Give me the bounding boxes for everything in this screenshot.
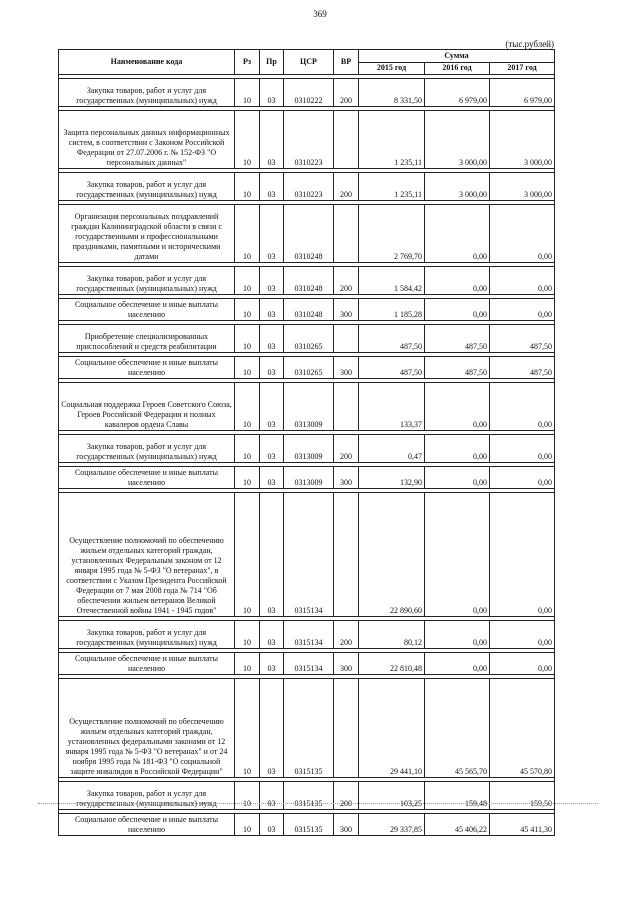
cell-v2015: 487,50 (359, 357, 425, 379)
cell-rz: 10 (235, 679, 260, 778)
table-row (59, 357, 555, 379)
cell-v2017: 0,00 (490, 383, 555, 431)
cell-csr: 0310223 (284, 173, 334, 201)
cell-v2016: 0,00 (425, 299, 490, 321)
cell-v2017: 0,00 (490, 653, 555, 675)
cell-name: Социальное обеспечение и иные выплаты населению (59, 357, 235, 379)
cell-csr: 0310265 (284, 357, 334, 379)
cell-v2016: 0,00 (425, 621, 490, 649)
cell-name: Закупка товаров, работ и услуг для государственных (муниципальных) нужд (59, 173, 235, 201)
cell-v2015: 0,47 (359, 435, 425, 463)
page-number: 369 (313, 9, 327, 19)
table-row (59, 782, 555, 810)
header-rz: Рз (235, 50, 260, 75)
cell-v2017: 0,00 (490, 493, 555, 617)
header-sum: Сумма (359, 50, 555, 63)
cell-name: Осуществление полномочий по обеспечению жильем отдельных категорий граждан, установленных федеральными законами от 12 января 1995 года № 5-ФЗ "О ветеранах" и от 24 ноября 1995 года № 181-ФЗ "О социальной защите инвалидов в Российской Федерации" (59, 679, 235, 778)
cell-vr: 300 (334, 814, 359, 836)
cell-vr: 300 (334, 357, 359, 379)
units-label: (тыс.рублей) (505, 39, 554, 49)
cell-vr: 300 (334, 299, 359, 321)
cell-rz: 10 (235, 493, 260, 617)
cell-name: Закупка товаров, работ и услуг для государственных (муниципальных) нужд (59, 621, 235, 649)
cell-v2017: 0,00 (490, 621, 555, 649)
cell-csr: 0310248 (284, 267, 334, 295)
cell-name: Социальное обеспечение и иные выплаты населению (59, 653, 235, 675)
cell-v2016: 487,50 (425, 357, 490, 379)
table-row (59, 679, 555, 778)
cell-v2017: 159,50 (490, 782, 555, 810)
cell-v2015: 133,37 (359, 383, 425, 431)
cell-pr: 03 (260, 383, 284, 431)
cell-csr: 0313009 (284, 435, 334, 463)
cell-pr: 03 (260, 325, 284, 353)
cell-v2015: 1 235,11 (359, 173, 425, 201)
cell-v2015: 132,90 (359, 467, 425, 489)
cell-vr (334, 205, 359, 263)
footer-divider (38, 803, 598, 804)
cell-csr: 0310248 (284, 299, 334, 321)
cell-pr: 03 (260, 621, 284, 649)
cell-name: Социальная поддержка Героев Советского Союза, Героев Российской Федерации и полных кавалеров ордена Славы (59, 383, 235, 431)
cell-csr: 0310265 (284, 325, 334, 353)
cell-pr: 03 (260, 814, 284, 836)
cell-v2015: 1 185,28 (359, 299, 425, 321)
cell-v2016: 0,00 (425, 383, 490, 431)
cell-vr: 200 (334, 173, 359, 201)
cell-pr: 03 (260, 205, 284, 263)
cell-v2017: 6 979,00 (490, 79, 555, 107)
cell-vr (334, 111, 359, 169)
cell-vr: 300 (334, 467, 359, 489)
cell-pr: 03 (260, 173, 284, 201)
cell-v2016: 3 000,00 (425, 173, 490, 201)
cell-rz: 10 (235, 383, 260, 431)
table-row (59, 621, 555, 649)
cell-rz: 10 (235, 653, 260, 675)
cell-rz: 10 (235, 111, 260, 169)
table-row (59, 205, 555, 263)
cell-name: Приобретение специализированных приспособлений и средств реабилитации (59, 325, 235, 353)
cell-pr: 03 (260, 357, 284, 379)
header-csr: ЦСР (284, 50, 334, 75)
cell-rz: 10 (235, 782, 260, 810)
cell-csr: 0315134 (284, 621, 334, 649)
table-row (59, 814, 555, 836)
cell-rz: 10 (235, 435, 260, 463)
cell-vr (334, 493, 359, 617)
cell-v2017: 487,50 (490, 357, 555, 379)
cell-v2017: 0,00 (490, 267, 555, 295)
table-row (59, 325, 555, 353)
cell-v2016: 159,48 (425, 782, 490, 810)
table-row (59, 383, 555, 431)
cell-v2015: 22 810,48 (359, 653, 425, 675)
header-vr: ВР (334, 50, 359, 75)
table-body (59, 75, 555, 836)
cell-pr: 03 (260, 435, 284, 463)
cell-csr: 0313009 (284, 467, 334, 489)
cell-v2017: 487,50 (490, 325, 555, 353)
cell-v2017: 3 000,00 (490, 173, 555, 201)
cell-v2016: 0,00 (425, 435, 490, 463)
cell-rz: 10 (235, 325, 260, 353)
cell-v2016: 3 000,00 (425, 111, 490, 169)
cell-pr: 03 (260, 467, 284, 489)
cell-v2015: 1 584,42 (359, 267, 425, 295)
cell-name: Социальное обеспечение и иные выплаты населению (59, 814, 235, 836)
cell-v2015: 1 235,11 (359, 111, 425, 169)
table-row (59, 653, 555, 675)
cell-vr: 300 (334, 653, 359, 675)
cell-v2016: 6 979,00 (425, 79, 490, 107)
cell-v2016: 45 565,70 (425, 679, 490, 778)
cell-csr: 0310248 (284, 205, 334, 263)
cell-rz: 10 (235, 205, 260, 263)
cell-pr: 03 (260, 493, 284, 617)
cell-vr: 200 (334, 267, 359, 295)
table-row (59, 79, 555, 107)
cell-v2017: 0,00 (490, 435, 555, 463)
cell-csr: 0315135 (284, 782, 334, 810)
cell-pr: 03 (260, 111, 284, 169)
cell-v2015: 8 331,50 (359, 79, 425, 107)
table-row (59, 173, 555, 201)
cell-pr: 03 (260, 79, 284, 107)
cell-rz: 10 (235, 267, 260, 295)
table-row (59, 111, 555, 169)
cell-vr (334, 383, 359, 431)
table-row (59, 299, 555, 321)
cell-vr (334, 325, 359, 353)
cell-rz: 10 (235, 814, 260, 836)
header-name: Наименование кода (59, 50, 235, 75)
cell-rz: 10 (235, 621, 260, 649)
cell-pr: 03 (260, 653, 284, 675)
cell-rz: 10 (235, 467, 260, 489)
cell-pr: 03 (260, 267, 284, 295)
cell-csr: 0315134 (284, 653, 334, 675)
cell-vr: 200 (334, 782, 359, 810)
cell-v2017: 3 000,00 (490, 111, 555, 169)
cell-v2016: 0,00 (425, 493, 490, 617)
cell-vr: 200 (334, 435, 359, 463)
cell-v2017: 0,00 (490, 299, 555, 321)
cell-pr: 03 (260, 679, 284, 778)
cell-v2016: 0,00 (425, 467, 490, 489)
budget-table (58, 49, 555, 836)
cell-v2015: 29 337,85 (359, 814, 425, 836)
table-row (59, 267, 555, 295)
cell-vr: 200 (334, 79, 359, 107)
cell-name: Социальное обеспечение и иные выплаты населению (59, 299, 235, 321)
cell-name: Закупка товаров, работ и услуг для государственных (муниципальных) нужд (59, 267, 235, 295)
cell-csr: 0315135 (284, 679, 334, 778)
cell-v2015: 80,12 (359, 621, 425, 649)
cell-rz: 10 (235, 357, 260, 379)
cell-pr: 03 (260, 299, 284, 321)
cell-v2016: 0,00 (425, 267, 490, 295)
table-row (59, 493, 555, 617)
cell-v2017: 45 411,30 (490, 814, 555, 836)
cell-v2015: 487,50 (359, 325, 425, 353)
header-2017: 2017 год (490, 62, 555, 75)
cell-vr: 200 (334, 621, 359, 649)
cell-name: Осуществление полномочий по обеспечению жильем отдельных категорий граждан, установленных Федеральным законом от 12 января 1995 года № 5-ФЗ "О ветеранах", в соответствии с Указом Президента Российской Федерации от 7 мая 2008 года № 714 "Об обеспечении жильем ветеранов Великой Отечественной войны 1941 - 1945 годов" (59, 493, 235, 617)
cell-name: Закупка товаров, работ и услуг для государственных (муниципальных) нужд (59, 435, 235, 463)
cell-name: Закупка товаров, работ и услуг для государственных (муниципальных) нужд (59, 79, 235, 107)
cell-name: Социальное обеспечение и иные выплаты населению (59, 467, 235, 489)
cell-csr: 0315135 (284, 814, 334, 836)
cell-v2015: 2 769,70 (359, 205, 425, 263)
cell-vr (334, 679, 359, 778)
cell-csr: 0315134 (284, 493, 334, 617)
cell-pr: 03 (260, 782, 284, 810)
cell-csr: 0313009 (284, 383, 334, 431)
cell-name: Организация персональных поздравлений граждан Калининградской области в связи с государственными и профессиональными праздниками, памятными и историческими датами (59, 205, 235, 263)
cell-name: Защита персональных данных информационных систем, в соответствии с Законом Российской Федерации от 27.07.2006 г. № 152-ФЗ "О персональных данных" (59, 111, 235, 169)
cell-rz: 10 (235, 299, 260, 321)
cell-v2015: 22 890,60 (359, 493, 425, 617)
header-pr: Пр (260, 50, 284, 75)
cell-v2016: 45 406,22 (425, 814, 490, 836)
table-row (59, 467, 555, 489)
cell-v2015: 103,25 (359, 782, 425, 810)
cell-csr: 0310223 (284, 111, 334, 169)
cell-csr: 0310222 (284, 79, 334, 107)
cell-v2017: 0,00 (490, 205, 555, 263)
header-2016: 2016 год (425, 62, 490, 75)
cell-v2016: 487,50 (425, 325, 490, 353)
cell-name: Закупка товаров, работ и услуг для государственных (муниципальных) нужд (59, 782, 235, 810)
header-2015: 2015 год (359, 62, 425, 75)
cell-v2017: 45 570,80 (490, 679, 555, 778)
cell-v2016: 0,00 (425, 205, 490, 263)
cell-v2017: 0,00 (490, 467, 555, 489)
cell-rz: 10 (235, 79, 260, 107)
table-row (59, 435, 555, 463)
cell-rz: 10 (235, 173, 260, 201)
cell-v2016: 0,00 (425, 653, 490, 675)
cell-v2015: 29 441,10 (359, 679, 425, 778)
